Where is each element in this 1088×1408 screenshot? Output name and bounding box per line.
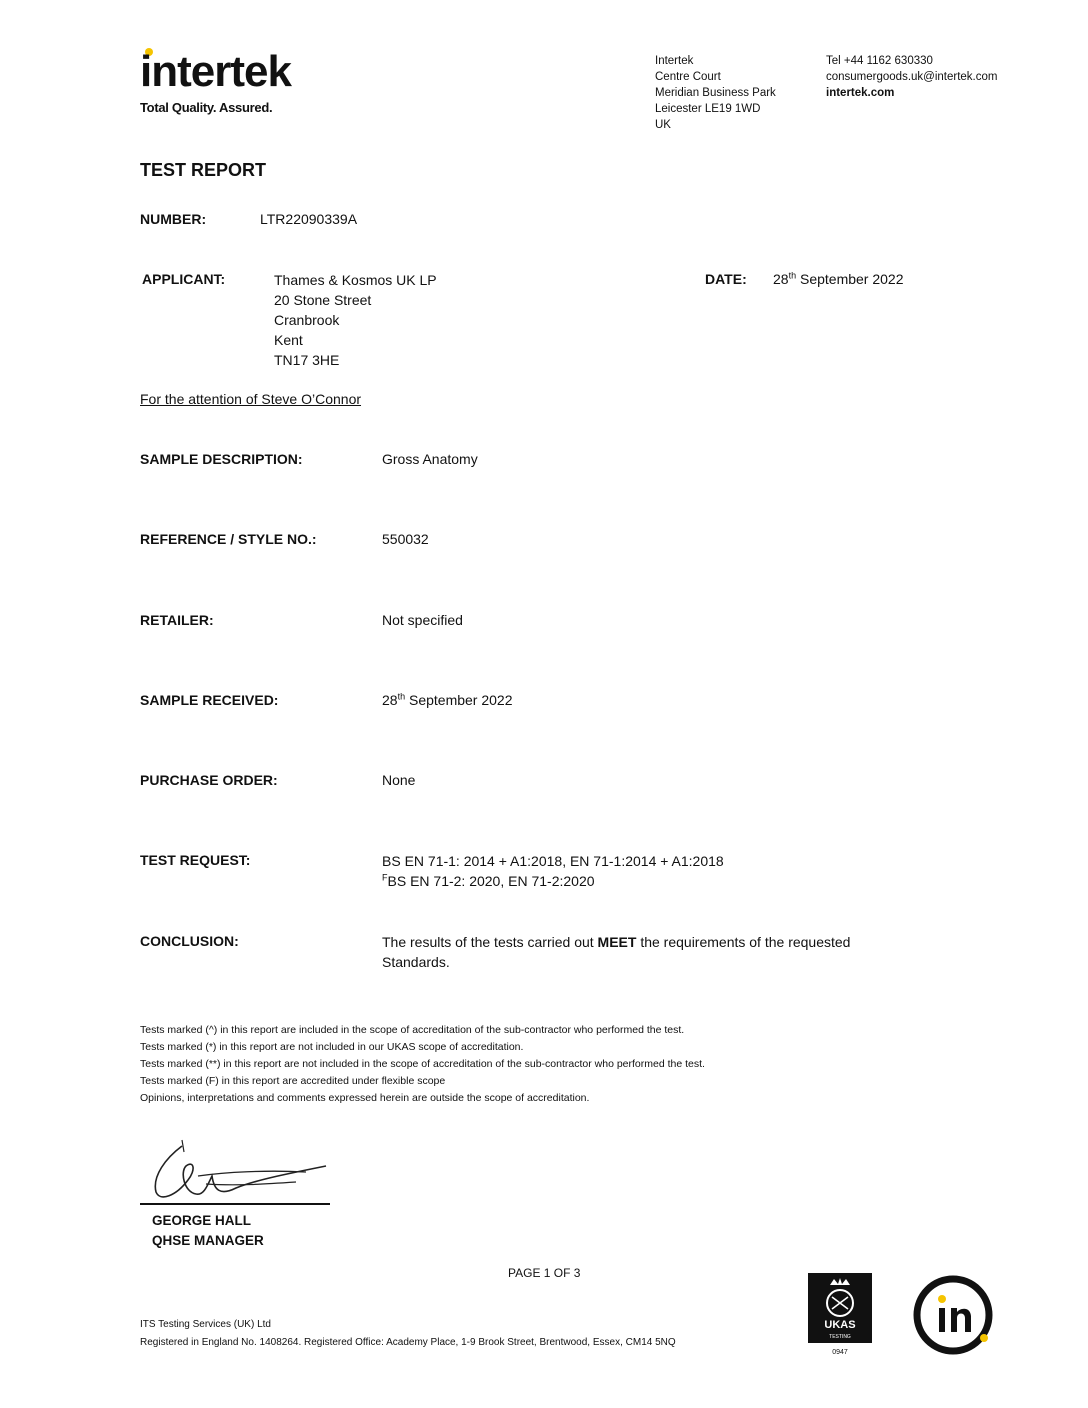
conclusion-result: MEET (597, 934, 637, 950)
sample-description-label: SAMPLE DESCRIPTION: (140, 451, 303, 467)
signatory-name: GEORGE HALL (152, 1213, 252, 1228)
address-line: Leicester LE19 1WD (655, 103, 761, 115)
note-line: Tests marked (*) in this report are not included in our UKAS scope of accreditation. (140, 1041, 524, 1053)
note-line: Tests marked (^) in this report are included in the scope of accreditation of the sub-contractor who performed the test. (140, 1024, 685, 1036)
received-suffix: th (397, 691, 406, 702)
address-line: UK (655, 119, 671, 131)
test-request-value (382, 851, 724, 891)
footer-company: ITS Testing Services (UK) Ltd (140, 1319, 271, 1330)
test-request-label: TEST REQUEST: (140, 852, 251, 868)
footer (140, 1316, 676, 1352)
email-link[interactable]: consumergoods.uk@intertek.com (826, 71, 998, 83)
conclusion-value (382, 932, 850, 972)
accreditation-notes (140, 1022, 705, 1107)
ukas-number: 0947 (832, 1349, 848, 1356)
test-request-line: BS EN 71-1: 2014 + A1:2018, EN 71-1:2014 + A1:2018 (382, 853, 724, 869)
conclusion-line: The results of the tests carried out MEET the requirements of the requested (382, 934, 851, 950)
date-label: DATE: (705, 271, 747, 287)
telephone: Tel +44 1162 630330 (826, 55, 933, 67)
attention-line: For the attention of Steve O’Connor (140, 391, 362, 407)
applicant-address (274, 270, 437, 370)
note-line: Opinions, interpretations and comments expressed herein are outside the scope of accreditation. (140, 1092, 590, 1104)
address-line: Meridian Business Park (655, 87, 776, 99)
applicant-line: 20 Stone Street (274, 292, 372, 308)
date-value (773, 271, 904, 287)
website-link[interactable]: intertek.com (826, 87, 895, 99)
page-title: TEST REPORT (140, 160, 267, 180)
date-rest: September 2022 (796, 271, 904, 287)
company-contact (826, 53, 997, 101)
number-value: LTR22090339A (260, 211, 358, 227)
retailer-label: RETAILER: (140, 612, 214, 628)
date-suffix: th (788, 270, 797, 281)
ukas-crown-icon (808, 1273, 872, 1343)
applicant-line: TN17 3HE (274, 352, 340, 368)
sample-description-value: Gross Anatomy (382, 451, 478, 467)
sample-received-label: SAMPLE RECEIVED: (140, 692, 279, 708)
purchase-order-value: None (382, 772, 416, 788)
received-day: 28 (382, 692, 398, 708)
reference-label: REFERENCE / STYLE NO.: (140, 531, 317, 547)
sample-received-value (382, 692, 513, 708)
logo-tagline: Total Quality. Assured. (140, 100, 273, 115)
company-address (655, 53, 776, 133)
applicant-line: Thames & Kosmos UK LP (274, 272, 437, 288)
applicant-line: Cranbrook (274, 312, 340, 328)
note-line: Tests marked (**) in this report are not included in the scope of accreditation of the sub-contractor who performed the test. (140, 1058, 705, 1070)
signatory-role: QHSE MANAGER (152, 1233, 264, 1248)
footer-registered: Registered in England No. 1408264. Registered Office: Academy Place, 1-9 Brook Street, Brentwood, Essex, CM14 5NQ (140, 1337, 676, 1348)
address-line: Intertek (655, 55, 694, 67)
retailer-value: Not specified (382, 612, 463, 628)
reference-value: 550032 (382, 531, 429, 547)
address-line: Centre Court (655, 71, 721, 83)
intertek-logo: intertek (140, 47, 291, 96)
date-day: 28 (773, 271, 789, 287)
received-rest: September 2022 (405, 692, 513, 708)
applicant-line: Kent (274, 332, 303, 348)
note-line: Tests marked (F) in this report are accredited under flexible scope (140, 1075, 446, 1087)
signatory (152, 1211, 264, 1251)
signature-line (140, 1203, 330, 1205)
page-number: PAGE 1 OF 3 (508, 1266, 581, 1280)
conclusion-line: Standards. (382, 954, 450, 970)
intertek-in-logo-icon (912, 1274, 994, 1356)
number-label: NUMBER: (140, 211, 207, 227)
purchase-order-label: PURCHASE ORDER: (140, 772, 278, 788)
ukas-sublabel: TESTING (829, 1334, 851, 1340)
handwritten-signature (146, 1136, 336, 1206)
applicant-label: APPLICANT: (142, 271, 226, 287)
ukas-accreditation-logo (808, 1273, 872, 1356)
flexible-scope-mark: F (382, 872, 388, 883)
conclusion-label: CONCLUSION: (140, 933, 239, 949)
ukas-label: UKAS (824, 1319, 856, 1331)
test-request-line: $^F$BS EN 71-2: 2020, EN 71-2:2020 (382, 872, 595, 889)
